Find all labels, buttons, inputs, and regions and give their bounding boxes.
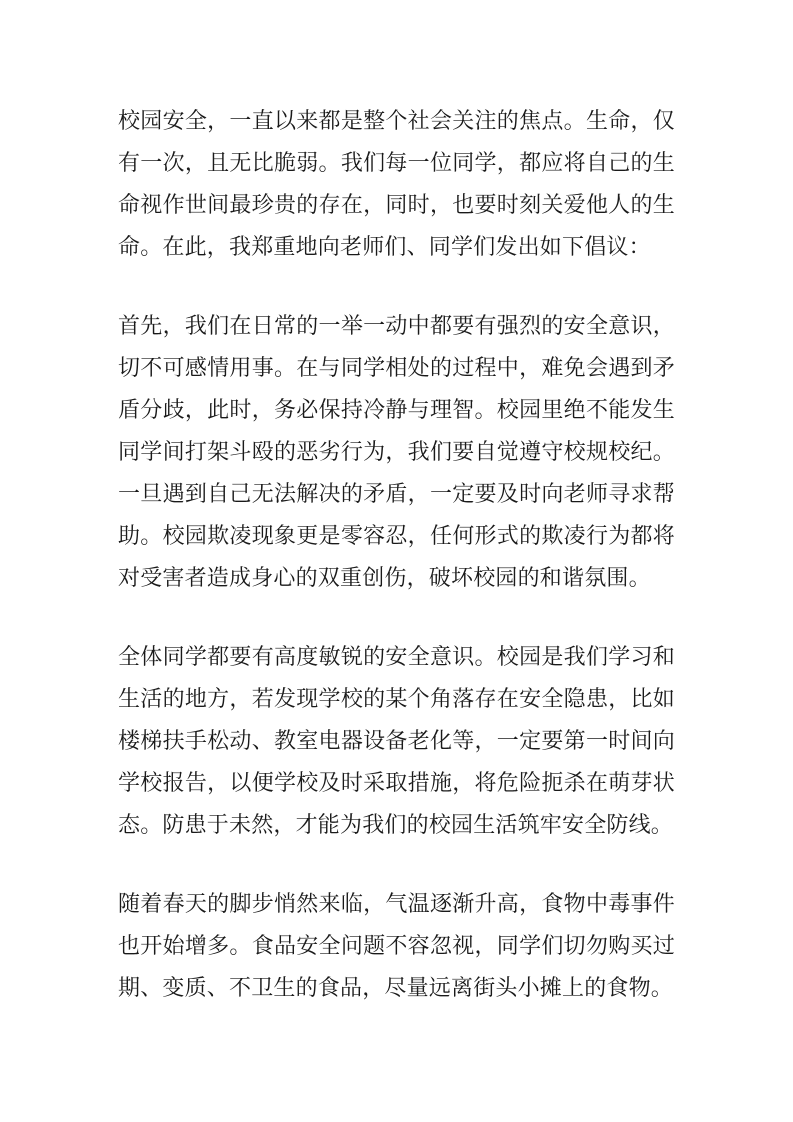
paragraph: 校园安全，一直以来都是整个社会关注的焦点。生命，仅有一次，且无比脆弱。我们每一位同学，都应将自己的生命视作世间最珍贵的存在，同时，也要时刻关爱他人的生命。在此，我郑重地向老师们、同学们发出如下倡议： [118,108,675,259]
paragraph: 全体同学都要有高度敏锐的安全意识。校园是我们学习和生活的地方，若发现学校的某个角落存在安全隐患，比如楼梯扶手松动、教室电器设备老化等，一定要第一时间向学校报告，以便学校及时采取措施，将危险扼杀在萌芽状态。防患于未然，才能为我们的校园生活筑牢安全防线。 [118,644,675,837]
paragraph: 首先，我们在日常的一举一动中都要有强烈的安全意识，切不可感情用事。在与同学相处的过程中，难免会遇到矛盾分歧，此时，务必保持冷静与理智。校园里绝不能发生同学间打架斗殴的恶劣行为，我们要自觉遵守校规校纪。一旦遇到自己无法解决的矛盾，一定要及时向老师寻求帮助。校园欺凌现象更是零容忍，任何形式的欺凌行为都将对受害者造成身心的双重创伤，破坏校园的和谐氛围。 [118,313,675,590]
paragraph: 随着春天的脚步悄然来临，气温逐渐升高，食物中毒事件也开始增多。食品安全问题不容忽视，同学们切勿购买过期、变质、不卫生的食品，尽量远离街头小摊上的食物。 [118,891,675,1000]
